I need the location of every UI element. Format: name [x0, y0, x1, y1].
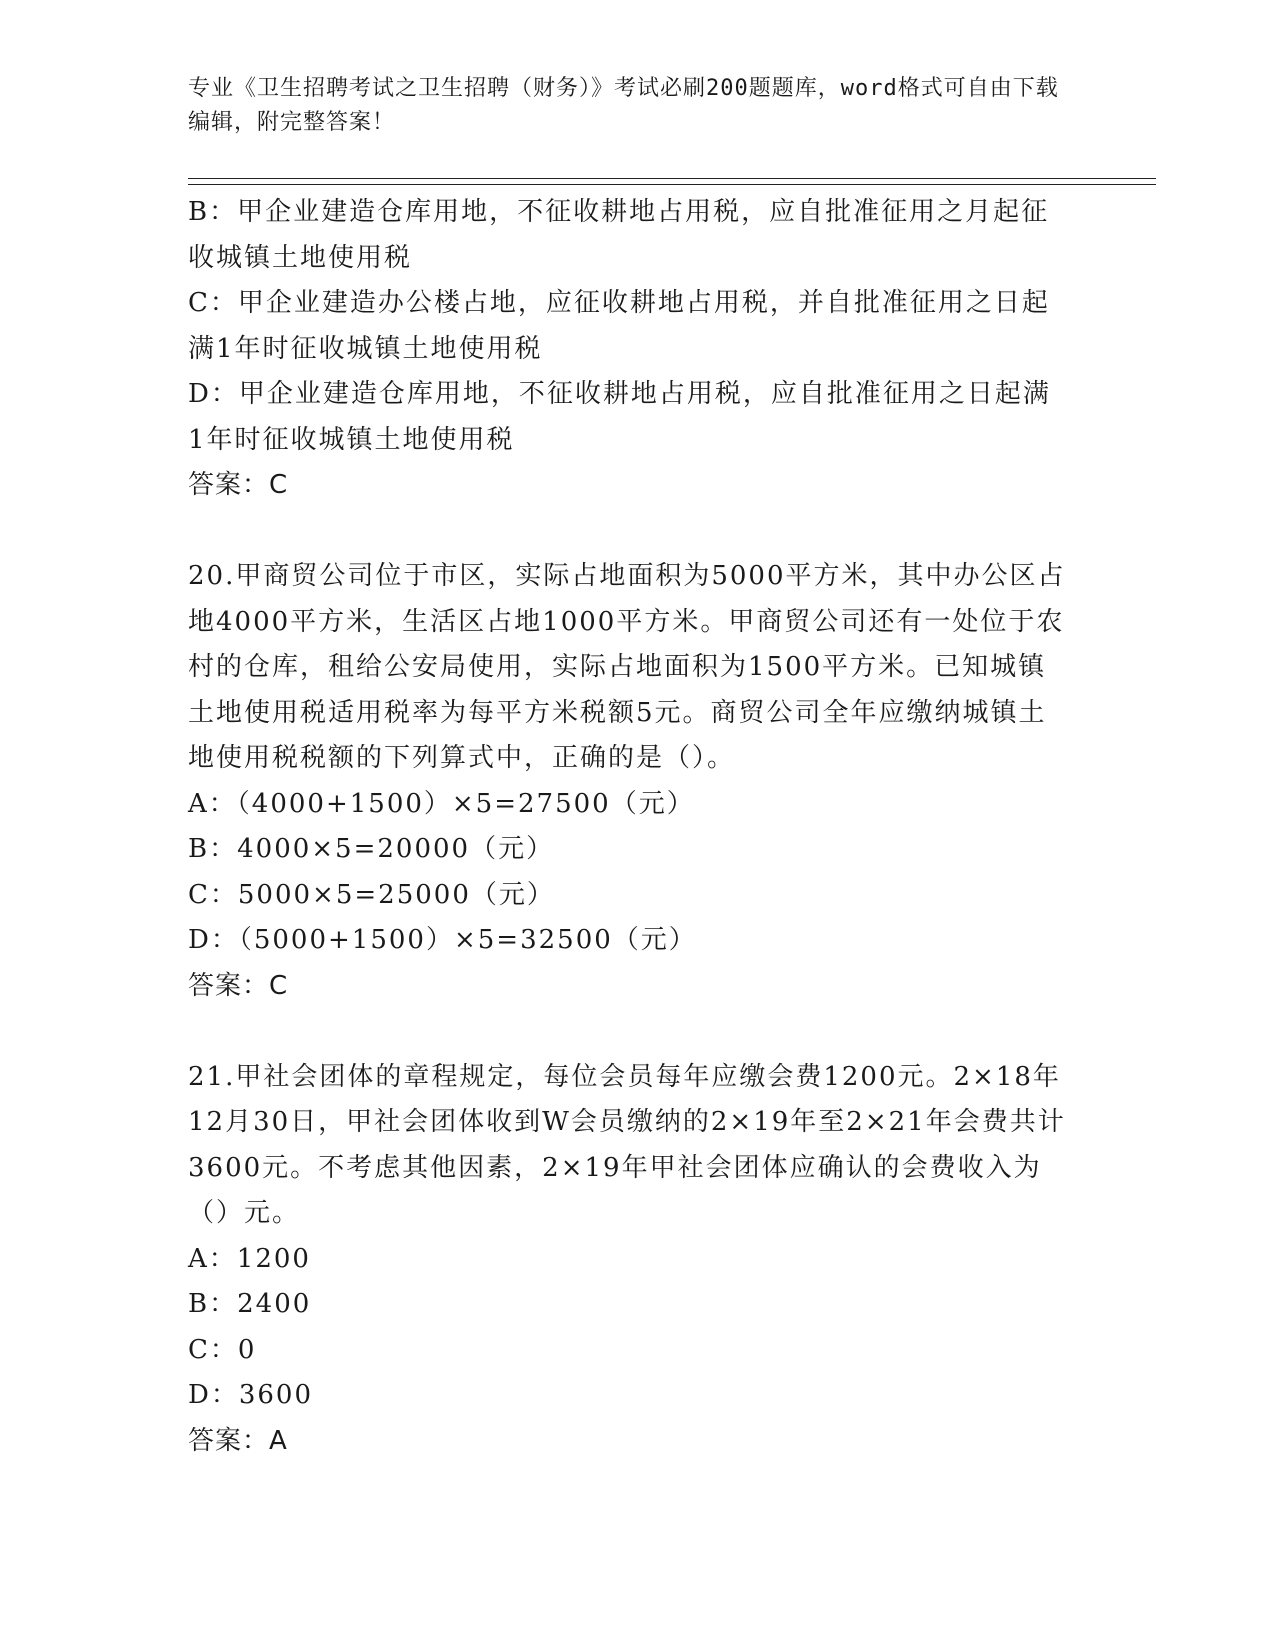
question-stem: 20.甲商贸公司位于市区，实际占地面积为5000平方米，其中办公区占地4000平方米，生活区占地1000平方米。甲商贸公司还有一处位于农村的仓库，租给公安局使用，实际占地面积为1500平方米。已知城镇土地使用税适用税率为每平方米税额5元。商贸公司全年应缴纳城镇土地使用税税额的下列算式中，正确的是（）。: [188, 561, 1066, 773]
option-b: B：4000×5=20000（元）: [188, 834, 555, 864]
option-a: A：（4000+1500）×5=27500（元）: [188, 788, 695, 819]
option-d: D：甲企业建造仓库用地，不征收耕地占用税，应自批准征用之日起满1年时征收城镇土地使用税: [188, 379, 1051, 455]
document-header: [188, 72, 1068, 140]
option-c: C：甲企业建造办公楼占地，应征收耕地占用税，并自批准征用之日起满1年时征收城镇土地使用税: [188, 288, 1050, 364]
spacer: [188, 509, 1068, 555]
answer: 答案：C: [188, 470, 289, 500]
spacer: [188, 1009, 1068, 1055]
question-stem: 21.甲社会团体的章程规定，每位会员每年应缴会费1200元。2×18年12月30日，甲社会团体收到W会员缴纳的2×19年至2×21年会费共计3600元。不考虑其他因素，2×19年甲社会团体应确认的会费收入为（）元。: [188, 1061, 1066, 1228]
option-b: B：甲企业建造仓库用地，不征收耕地占用税，应自批准征用之月起征收城镇土地使用税: [188, 197, 1050, 273]
header-rule-top: [188, 178, 1156, 179]
answer: 答案：A: [188, 1425, 288, 1456]
prev-question: [188, 190, 1068, 509]
option-c: C：0: [188, 1334, 257, 1365]
option-d: D：（5000+1500）×5=32500（元）: [188, 925, 697, 955]
document-body: [188, 190, 1068, 1464]
option-d: D：3600: [188, 1380, 314, 1410]
question-20: [188, 554, 1068, 1009]
header-rule-bottom: [188, 184, 1156, 185]
option-a: A：1200: [188, 1243, 311, 1274]
header-title: 专业《卫生招聘考试之卫生招聘（财务）》考试必刷200题题库，word格式可自由下载编辑，附完整答案！: [188, 76, 1059, 135]
question-21: [188, 1055, 1068, 1465]
answer: 答案：C: [188, 970, 289, 1001]
option-b: B：2400: [188, 1289, 312, 1319]
option-c: C：5000×5=25000（元）: [188, 879, 555, 910]
